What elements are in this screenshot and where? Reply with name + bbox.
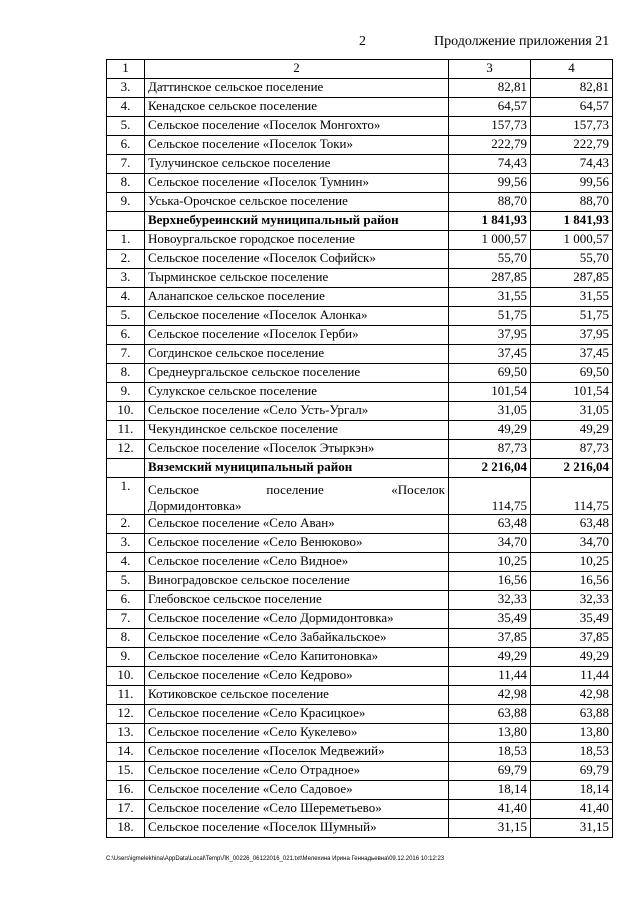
settlement-name: Тырминское сельское поселение <box>145 269 449 288</box>
table-row <box>107 364 613 383</box>
continuation-title: Продолжение приложения 21 <box>434 34 610 49</box>
value-col4: 11,44 <box>531 667 613 686</box>
value-col3: 82,81 <box>449 79 531 98</box>
value-col3: 31,15 <box>449 819 531 838</box>
table-row <box>107 79 613 98</box>
settlement-name: Сельское поселение «Поселок Медвежий» <box>145 743 449 762</box>
page-number: 2 <box>359 34 366 49</box>
value-col4: 69,50 <box>531 364 613 383</box>
table-row <box>107 724 613 743</box>
value-col4: 49,29 <box>531 421 613 440</box>
table-row <box>107 383 613 402</box>
value-col3: 101,54 <box>449 383 531 402</box>
value-col4: 287,85 <box>531 269 613 288</box>
table-row <box>107 421 613 440</box>
table-row <box>107 819 613 838</box>
file-path-footer: C:\Users\igmelekhina\AppData\Local\Temp\ЛК_00226_06122016_021.txt\Мелехина Ирина Геннадьевна\09.12.2016 10:12:23 <box>106 856 445 862</box>
row-number: 4. <box>107 553 145 572</box>
settlement-name: Сельское поселение «Село Усть-Ургал» <box>145 402 449 421</box>
table-row <box>107 155 613 174</box>
table-row <box>107 174 613 193</box>
settlement-name: Сельское поселение «Поселок Токи» <box>145 136 449 155</box>
row-number: 6. <box>107 326 145 345</box>
row-number: 8. <box>107 364 145 383</box>
settlement-name: Виноградовское сельское поселение <box>145 572 449 591</box>
row-number: 3. <box>107 269 145 288</box>
row-number: 4. <box>107 288 145 307</box>
settlement-name: Кенадское сельское поселение <box>145 98 449 117</box>
table-row <box>107 288 613 307</box>
row-number: 7. <box>107 610 145 629</box>
value-col4: 42,98 <box>531 686 613 705</box>
settlement-name: Сельское поселение «Село Аван» <box>145 515 449 534</box>
settlement-name: Сельское поселение «Село Отрадное» <box>145 762 449 781</box>
value-col3: 222,79 <box>449 136 531 155</box>
settlement-name: Согдинское сельское поселение <box>145 345 449 364</box>
value-col3: 37,85 <box>449 629 531 648</box>
settlement-name: Среднеургальское сельское поселение <box>145 364 449 383</box>
table-row <box>107 345 613 364</box>
value-col4: 1 000,57 <box>531 231 613 250</box>
value-col4: 222,79 <box>531 136 613 155</box>
value-col3: 64,57 <box>449 98 531 117</box>
column-header: 3 <box>449 60 531 79</box>
value-col3: 37,95 <box>449 326 531 345</box>
settlement-name: Сельское поселение «Село Венюково» <box>145 534 449 553</box>
value-col3: 13,80 <box>449 724 531 743</box>
value-col4: 74,43 <box>531 155 613 174</box>
value-col3: 31,55 <box>449 288 531 307</box>
value-col3: 16,56 <box>449 572 531 591</box>
table-row <box>107 743 613 762</box>
settlement-name: Сельское поселение «Поселок Этыркэн» <box>145 440 449 459</box>
settlement-name-line: Сельское поселение «Поселок <box>148 482 445 497</box>
table-row <box>107 781 613 800</box>
value-col3: 32,33 <box>449 591 531 610</box>
value-col4: 49,29 <box>531 648 613 667</box>
value-col4: 55,70 <box>531 250 613 269</box>
row-number: 9. <box>107 383 145 402</box>
row-number: 4. <box>107 98 145 117</box>
value-col4: 31,55 <box>531 288 613 307</box>
row-number: 3. <box>107 79 145 98</box>
value-col4: 69,79 <box>531 762 613 781</box>
table-row <box>107 250 613 269</box>
table-row <box>107 307 613 326</box>
value-col3: 10,25 <box>449 553 531 572</box>
row-number <box>107 212 145 231</box>
value-col3: 42,98 <box>449 686 531 705</box>
row-number: 8. <box>107 174 145 193</box>
row-number: 11. <box>107 421 145 440</box>
row-number: 6. <box>107 136 145 155</box>
table-row <box>107 193 613 212</box>
value-col3: 34,70 <box>449 534 531 553</box>
value-col3: 49,29 <box>449 648 531 667</box>
value-col4: 37,95 <box>531 326 613 345</box>
table-row <box>107 553 613 572</box>
row-number: 11. <box>107 686 145 705</box>
value-col4: 18,53 <box>531 743 613 762</box>
value-col3: 51,75 <box>449 307 531 326</box>
settlement-name: Сельское поселение «Поселок Шумный» <box>145 819 449 838</box>
value-col3: 99,56 <box>449 174 531 193</box>
value-col3: 63,48 <box>449 515 531 534</box>
row-number: 14. <box>107 743 145 762</box>
settlement-name: Сельское поселение «Село Красицкое» <box>145 705 449 724</box>
settlement-name: Уська-Орочское сельское поселение <box>145 193 449 212</box>
value-col4: 18,14 <box>531 781 613 800</box>
value-col4: 32,33 <box>531 591 613 610</box>
settlement-name: Сельское поселение «Село Видное» <box>145 553 449 572</box>
settlement-name-line: Дормидонтовка» <box>148 498 242 513</box>
settlement-name: Глебовское сельское поселение <box>145 591 449 610</box>
table-row <box>107 326 613 345</box>
value-col4: 87,73 <box>531 440 613 459</box>
row-number: 9. <box>107 648 145 667</box>
table-row <box>107 478 613 515</box>
district-row <box>107 212 613 231</box>
row-number: 5. <box>107 572 145 591</box>
table-row <box>107 534 613 553</box>
value-col3: 157,73 <box>449 117 531 136</box>
value-col3: 31,05 <box>449 402 531 421</box>
table-row <box>107 762 613 781</box>
row-number: 12. <box>107 440 145 459</box>
value-col3: 74,43 <box>449 155 531 174</box>
value-col3: 55,70 <box>449 250 531 269</box>
table-row <box>107 402 613 421</box>
table-row <box>107 117 613 136</box>
value-col4: 99,56 <box>531 174 613 193</box>
row-number: 8. <box>107 629 145 648</box>
row-number: 9. <box>107 193 145 212</box>
district-name: Верхнебуреинский муниципальный район <box>145 212 449 231</box>
value-col3: 87,73 <box>449 440 531 459</box>
row-number: 3. <box>107 534 145 553</box>
row-number: 10. <box>107 667 145 686</box>
row-number: 5. <box>107 307 145 326</box>
value-col4: 35,49 <box>531 610 613 629</box>
value-col4: 157,73 <box>531 117 613 136</box>
value-col3: 2 216,04 <box>449 459 531 478</box>
settlement-name: Чекундинское сельское поселение <box>145 421 449 440</box>
settlement-name: Даттинское сельское поселение <box>145 79 449 98</box>
settlement-name: Котиковское сельское поселение <box>145 686 449 705</box>
value-col3: 1 841,93 <box>449 212 531 231</box>
value-col3: 18,14 <box>449 781 531 800</box>
value-col4: 1 841,93 <box>531 212 613 231</box>
column-header: 2 <box>145 60 449 79</box>
district-row <box>107 459 613 478</box>
settlement-name: Сельское поселение «Село Кедрово» <box>145 667 449 686</box>
value-col4: 13,80 <box>531 724 613 743</box>
value-col3: 18,53 <box>449 743 531 762</box>
settlement-name: Сельское поселение «Село Забайкальское» <box>145 629 449 648</box>
row-number: 12. <box>107 705 145 724</box>
table-row <box>107 515 613 534</box>
value-col4: 16,56 <box>531 572 613 591</box>
settlement-name: Сельское поселение «Поселок Алонка» <box>145 307 449 326</box>
settlement-name: Сельское поселение «Село Капитоновка» <box>145 648 449 667</box>
row-number: 2. <box>107 250 145 269</box>
district-name: Вяземский муниципальный район <box>145 459 449 478</box>
settlement-name: Сулукское сельское поселение <box>145 383 449 402</box>
value-col3: 37,45 <box>449 345 531 364</box>
table-row <box>107 610 613 629</box>
table-row <box>107 667 613 686</box>
table-row <box>107 440 613 459</box>
settlement-name: Сельское поселение «Село Дормидонтовка» <box>145 610 449 629</box>
value-col4: 88,70 <box>531 193 613 212</box>
value-col4: 114,75 <box>531 478 613 515</box>
table-row <box>107 686 613 705</box>
settlement-name: Аланапское сельское поселение <box>145 288 449 307</box>
table-row <box>107 648 613 667</box>
settlement-name <box>145 478 449 515</box>
value-col3: 69,79 <box>449 762 531 781</box>
value-col3: 11,44 <box>449 667 531 686</box>
value-col4: 41,40 <box>531 800 613 819</box>
value-col4: 51,75 <box>531 307 613 326</box>
row-number: 2. <box>107 515 145 534</box>
table-row <box>107 629 613 648</box>
value-col4: 37,45 <box>531 345 613 364</box>
settlement-name: Сельское поселение «Поселок Герби» <box>145 326 449 345</box>
row-number: 7. <box>107 155 145 174</box>
row-number: 1. <box>107 478 145 515</box>
table-row <box>107 231 613 250</box>
value-col3: 1 000,57 <box>449 231 531 250</box>
settlement-name: Сельское поселение «Село Шереметьево» <box>145 800 449 819</box>
value-col4: 82,81 <box>531 79 613 98</box>
row-number: 16. <box>107 781 145 800</box>
settlement-name: Сельское поселение «Поселок Софийск» <box>145 250 449 269</box>
value-col3: 49,29 <box>449 421 531 440</box>
table-row <box>107 136 613 155</box>
row-number: 18. <box>107 819 145 838</box>
row-number: 13. <box>107 724 145 743</box>
table-row <box>107 800 613 819</box>
value-col3: 287,85 <box>449 269 531 288</box>
value-col4: 101,54 <box>531 383 613 402</box>
value-col4: 31,15 <box>531 819 613 838</box>
value-col3: 35,49 <box>449 610 531 629</box>
row-number: 5. <box>107 117 145 136</box>
value-col4: 31,05 <box>531 402 613 421</box>
row-number: 15. <box>107 762 145 781</box>
value-col4: 37,85 <box>531 629 613 648</box>
table-header-row <box>107 60 613 79</box>
settlement-name: Тулучинское сельское поселение <box>145 155 449 174</box>
row-number: 6. <box>107 591 145 610</box>
value-col4: 64,57 <box>531 98 613 117</box>
column-header: 4 <box>531 60 613 79</box>
row-number: 17. <box>107 800 145 819</box>
value-col4: 63,48 <box>531 515 613 534</box>
value-col3: 41,40 <box>449 800 531 819</box>
settlement-name: Сельское поселение «Село Кукелево» <box>145 724 449 743</box>
row-number: 7. <box>107 345 145 364</box>
table-row <box>107 572 613 591</box>
row-number: 10. <box>107 402 145 421</box>
settlement-name: Сельское поселение «Поселок Монгохто» <box>145 117 449 136</box>
table-row <box>107 705 613 724</box>
value-col3: 63,88 <box>449 705 531 724</box>
settlement-name: Сельское поселение «Поселок Тумнин» <box>145 174 449 193</box>
table-row <box>107 98 613 117</box>
value-col4: 2 216,04 <box>531 459 613 478</box>
table-row <box>107 269 613 288</box>
table-row <box>107 591 613 610</box>
row-number <box>107 459 145 478</box>
allocation-table <box>106 59 613 838</box>
value-col3: 69,50 <box>449 364 531 383</box>
settlement-name: Сельское поселение «Село Садовое» <box>145 781 449 800</box>
value-col3: 114,75 <box>449 478 531 515</box>
value-col4: 10,25 <box>531 553 613 572</box>
value-col4: 63,88 <box>531 705 613 724</box>
value-col4: 34,70 <box>531 534 613 553</box>
value-col3: 88,70 <box>449 193 531 212</box>
column-header: 1 <box>107 60 145 79</box>
settlement-name: Новоургальское городское поселение <box>145 231 449 250</box>
row-number: 1. <box>107 231 145 250</box>
